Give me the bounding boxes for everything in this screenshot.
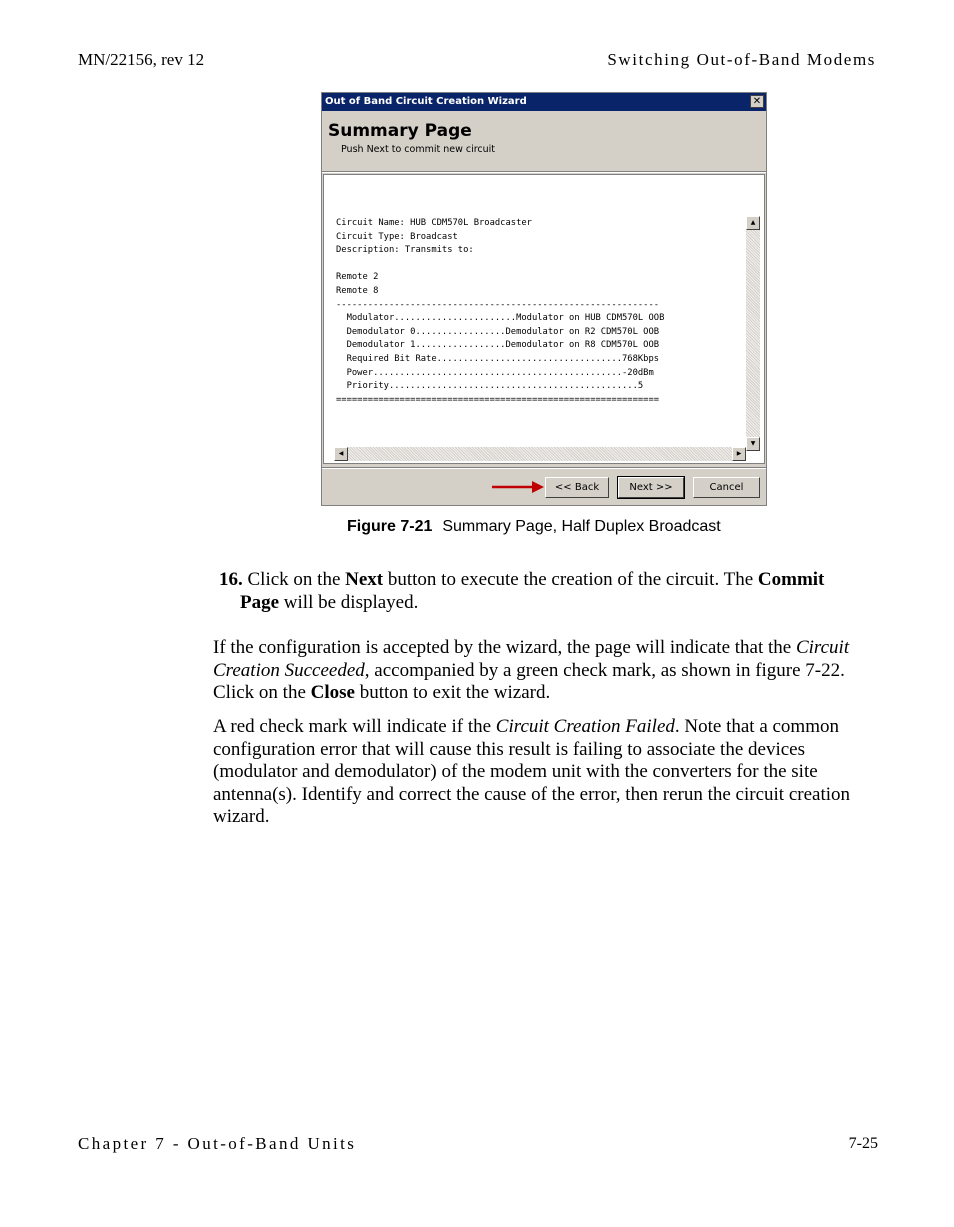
p1-bold-close: Close (310, 682, 355, 704)
step-bold-commit: Commit (757, 569, 825, 590)
header-section-title: Switching Out-of-Band Modems (607, 50, 876, 69)
dialog-header-panel (322, 111, 766, 171)
p1-text-c: button to exit the wizard. (354, 682, 551, 704)
p2-text-b: . Note that a common configuration error that will cause this result is failing to associate the devices (modulator and demodulator) of the modem unit with the converters for the site antenna(s). Identify and correct the cause of the error, then rerun the circuit creation wizard. (213, 716, 851, 828)
figure-caption-text: Summary Page, Half Duplex Broadcast (442, 518, 721, 535)
scroll-down-icon[interactable]: ▼ (746, 437, 760, 451)
p2-italic: Circuit Creation Failed (495, 716, 675, 737)
step-16-line-2 (240, 592, 418, 615)
vertical-scrollbar[interactable] (746, 216, 760, 451)
summary-text-area[interactable] (323, 174, 765, 464)
dialog-subheading: Push Next to commit new circuit (341, 144, 496, 155)
red-arrow-icon (490, 479, 546, 495)
footer-divider (322, 467, 766, 469)
scroll-left-icon[interactable]: ◀ (334, 447, 348, 461)
figure-caption (347, 518, 721, 536)
step-text-1: Click on the (247, 569, 346, 590)
footer-chapter: Chapter 7 - Out-of-Band Units (78, 1134, 357, 1153)
step-bold-next: Next (345, 569, 384, 590)
scroll-up-icon[interactable]: ▲ (746, 216, 760, 230)
back-button[interactable]: << Back (545, 477, 609, 498)
paragraph-failure (213, 716, 878, 829)
step-text-2: button to execute the creation of the circuit. The (383, 569, 758, 590)
step-text-3: will be displayed. (279, 592, 419, 613)
footer-page-number: 7-25 (848, 1135, 878, 1152)
next-button[interactable]: Next >> (618, 477, 684, 498)
wizard-dialog-screenshot (321, 92, 767, 506)
scroll-right-icon[interactable]: ▶ (732, 447, 746, 461)
p2-text-a: A red check mark will indicate if the (213, 716, 496, 737)
header-doc-id: MN/22156, rev 12 (78, 50, 205, 69)
p1-text-a: If the configuration is accepted by the wizard, the page will indicate that the (213, 637, 796, 658)
dialog-title: Out of Band Circuit Creation Wizard (325, 96, 527, 107)
p1-italic: Circuit Creation Succeeded (213, 637, 850, 681)
step-16 (219, 569, 879, 592)
dialog-heading: Summary Page (328, 121, 472, 141)
header-divider (322, 171, 766, 173)
paragraph-success (213, 637, 878, 705)
close-icon[interactable]: ✕ (750, 95, 764, 108)
p1-text-b: , accompanied by a green check mark, as shown in figure 7-22. Click on the (213, 659, 845, 704)
figure-label: Figure 7-21 (347, 518, 433, 535)
summary-content: Circuit Name: HUB CDM570L Broadcaster Circuit Type: Broadcast Description: Transmits to: Remote 2 Remote 8 ------------------------------------------------------------- Modulator.......................Modulator on HUB CDM570L OOB Demodulator 0.................Demodulator on R2 CDM570L OOB Demodulator 1.................Demodulator on R8 CDM570L OOB Required Bit Rate...................................768Kbps Power...............................................-20dBm Priority...............................................5 ============================================================= (336, 218, 665, 405)
horizontal-scrollbar[interactable] (334, 447, 746, 461)
cancel-button[interactable]: Cancel (693, 477, 760, 498)
step-number: 16. (219, 569, 243, 590)
dialog-title-bar (322, 93, 766, 111)
step-bold-page: Page (240, 592, 280, 613)
